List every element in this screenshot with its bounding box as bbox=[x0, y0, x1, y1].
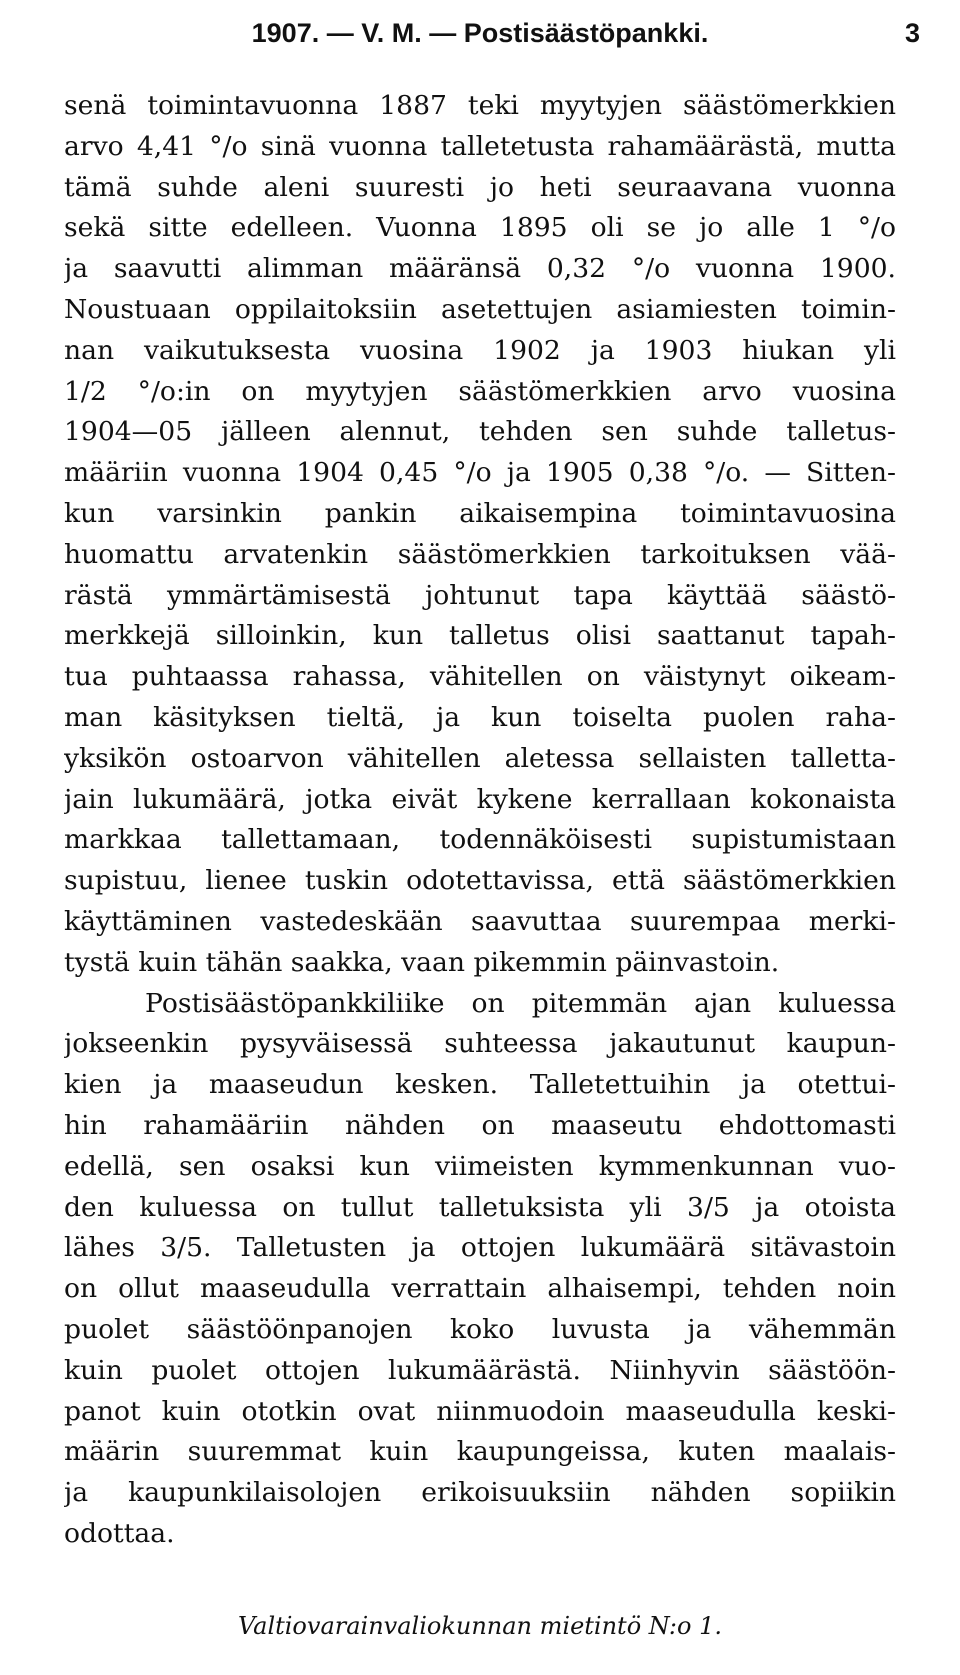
text-line: huomattu arvatenkin säästömerkkien tarkoituksen vää- bbox=[64, 538, 896, 570]
text-line: ja saavutti alimman määränsä 0,32 °/o vuonna 1900. bbox=[64, 253, 896, 285]
running-header bbox=[0, 18, 960, 62]
text-line: odottaa. bbox=[64, 1517, 175, 1549]
text-line: panot kuin ototkin ovat niinmuodoin maaseudulla keski- bbox=[64, 1395, 896, 1427]
text-line: man käsityksen tieltä, ja kun toiselta puolen raha- bbox=[64, 701, 896, 733]
text-line: lähes 3/5. Talletusten ja ottojen lukumäärä sitävastoin bbox=[64, 1232, 896, 1264]
text-line: hin rahamääriin nähden on maaseutu ehdottomasti bbox=[64, 1109, 896, 1141]
text-line: yksikön ostoarvon vähitellen aletessa sellaisten talletta- bbox=[64, 742, 896, 774]
text-line: määriin vuonna 1904 0,45 °/o ja 1905 0,38 °/o. — Sitten- bbox=[64, 457, 896, 489]
text-line: tystä kuin tähän saakka, vaan pikemmin päinvastoin. bbox=[64, 946, 780, 978]
text-line: nan vaikutuksesta vuosina 1902 ja 1903 hiukan yli bbox=[64, 334, 896, 366]
text-line: kuin puolet ottojen lukumäärästä. Niinhyvin säästöön- bbox=[64, 1354, 896, 1386]
text-line: markkaa tallettamaan, todennäköisesti supistumistaan bbox=[64, 824, 896, 856]
text-line: on ollut maaseudulla verrattain alhaisempi, tehden noin bbox=[64, 1273, 896, 1305]
paragraph bbox=[64, 86, 896, 984]
text-line: kun varsinkin pankin aikaisempina toimintavuosina bbox=[64, 497, 896, 529]
text-line: kien ja maaseudun kesken. Talletettuihin ja otettui- bbox=[64, 1069, 896, 1101]
text-line: tämä suhde aleni suuresti jo heti seuraavana vuonna bbox=[64, 171, 896, 203]
text-line: Noustuaan oppilaitoksiin asetettujen asiamiesten toimin- bbox=[64, 293, 896, 325]
text-line: jain lukumäärä, jotka eivät kykene kerrallaan kokonaista bbox=[64, 783, 896, 815]
text-line: arvo 4,41 °/o sinä vuonna talletetusta rahamäärästä, mutta bbox=[64, 130, 896, 162]
text-line: Postisäästöpankkiliike on pitemmän ajan kuluessa bbox=[145, 987, 896, 1019]
body-text bbox=[64, 86, 896, 1555]
footer-note: Valtiovarainvaliokunnan mietintö N:o 1. bbox=[238, 1612, 722, 1640]
paragraph bbox=[64, 984, 896, 1555]
text-line: jokseenkin pysyväisessä suhteessa jakautunut kaupun- bbox=[64, 1028, 896, 1060]
text-line: käyttäminen vastedeskään saavuttaa suurempaa merki- bbox=[64, 905, 896, 937]
header-title: 1907. — V. M. — Postisäästöpankki. bbox=[251, 18, 709, 48]
text-line: rästä ymmärtämisestä johtunut tapa käyttää säästö- bbox=[64, 579, 896, 611]
text-line: määrin suuremmat kuin kaupungeissa, kuten maalais- bbox=[64, 1436, 896, 1468]
text-line: merkkejä silloinkin, kun talletus olisi saattanut tapah- bbox=[64, 620, 896, 652]
text-line: 1904—05 jälleen alennut, tehden sen suhde talletus- bbox=[64, 416, 896, 448]
text-line: supistuu, lienee tuskin odotettavissa, että säästömerkkien bbox=[64, 865, 896, 897]
text-line: ja kaupunkilaisolojen erikoisuuksiin nähden sopiikin bbox=[64, 1477, 896, 1509]
page-number: 3 bbox=[904, 18, 920, 48]
text-line: edellä, sen osaksi kun viimeisten kymmenkunnan vuo- bbox=[64, 1150, 896, 1182]
text-line: puolet säästöönpanojen koko luvusta ja vähemmän bbox=[64, 1313, 896, 1345]
text-line: den kuluessa on tullut talletuksista yli 3/5 ja otoista bbox=[64, 1191, 896, 1223]
text-line: 1/2 °/o:in on myytyjen säästömerkkien arvo vuosina bbox=[64, 375, 896, 407]
text-line: senä toimintavuonna 1887 teki myytyjen säästömerkkien bbox=[64, 90, 896, 121]
text-line: sekä sitte edelleen. Vuonna 1895 oli se jo alle 1 °/o bbox=[64, 212, 896, 244]
text-line: tua puhtaassa rahassa, vähitellen on väistynyt oikeam- bbox=[64, 661, 896, 693]
